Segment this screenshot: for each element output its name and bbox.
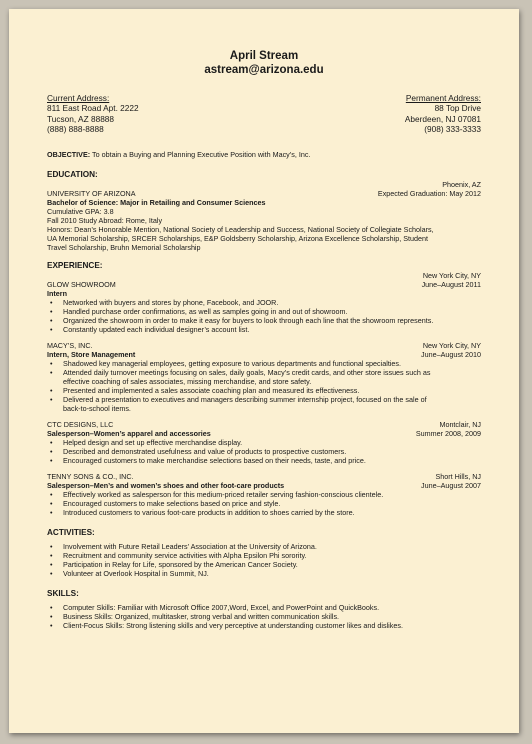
current-address: [47, 93, 139, 135]
job-bullet-line: • Organized the showroom in order to make it easy for buyers to look through each line that the showroom represents.: [63, 315, 434, 325]
job-dates: June–August 2011: [421, 279, 481, 289]
activity-item: • Volunteer at Overlook Hospital in Summit, NJ.: [63, 569, 481, 578]
activities-heading: ACTIVITIES:: [47, 527, 95, 537]
job-company-row: [47, 280, 481, 289]
job-bullets: [47, 490, 481, 517]
activity-item: • Involvement with Future Retail Leaders’ Association at the University of Arizona.: [63, 542, 481, 551]
job-bullet: [63, 359, 481, 368]
job-bullet-line: • Encouraged customers to make selections based on price and style.: [63, 498, 281, 508]
job-bullet: [63, 316, 481, 325]
job-bullet-line: • Encouraged customers to make merchandise selections based on their needs, taste, and price.: [63, 455, 366, 465]
education-school: UNIVERSITY OF ARIZONA: [47, 188, 136, 198]
education-location-row: [47, 180, 481, 189]
activities-list: [47, 542, 481, 578]
address-row: [47, 93, 481, 135]
job-dates: June–August 2007: [421, 480, 481, 490]
job-bullet-line: • Effectively worked as salesperson for this medium-priced retailer serving fashion-conscious clientele.: [63, 489, 384, 499]
education-graduation: Expected Graduation: May 2012: [377, 188, 481, 198]
job-bullet: [63, 456, 481, 465]
job-bullet: [63, 438, 481, 447]
activity-item: • Recruitment and community service activities with Alpha Epsilon Phi sorority.: [63, 551, 481, 560]
job-company: CTC DESIGNS, LLC: [47, 419, 114, 429]
education-section: [47, 180, 481, 252]
applicant-email: astream@arizona.edu: [204, 64, 324, 76]
job-entry: [47, 271, 481, 334]
job-bullet: [63, 325, 481, 334]
job-entry: [47, 472, 481, 517]
education-location: Phoenix, AZ: [442, 179, 481, 189]
permanent-address-city: Aberdeen, NJ 07081: [404, 113, 481, 124]
job-company-row: [47, 472, 481, 481]
job-bullet: [63, 368, 481, 386]
job-bullet-line: • Described and demonstrated usefulness and value of products to prospective customers.: [63, 446, 347, 456]
current-address-label: Current Address:: [47, 93, 110, 103]
job-bullet-line: • Presented and implemented a sales associate coaching plan and measured its effectiveness.: [63, 385, 360, 395]
job-title-row: [47, 350, 481, 359]
job-location: New York City, NY: [422, 270, 481, 280]
job-bullet-line: back-to-school items.: [63, 403, 131, 413]
permanent-address: [405, 93, 481, 135]
experience-list: [47, 271, 481, 517]
job-bullet-line: • Constantly updated each individual designer’s account list.: [63, 324, 250, 334]
resume-header: [47, 49, 481, 77]
job-bullet: [63, 395, 481, 413]
current-address-street: 811 East Road Apt. 2222: [47, 103, 139, 114]
job-bullets: [47, 298, 481, 334]
current-address-phone: (888) 888-8888: [47, 124, 104, 135]
education-school-row: [47, 189, 481, 198]
applicant-name: April Stream: [229, 50, 299, 62]
job-bullet: [63, 508, 481, 517]
activity-item: • Participation in Relay for Life, sponsored by the American Cancer Society.: [63, 560, 481, 569]
permanent-address-street: 88 Top Drive: [434, 103, 481, 114]
job-location: Montclair, NJ: [439, 419, 481, 429]
job-bullets: [47, 438, 481, 465]
resume-content: [47, 49, 481, 630]
job-bullet-line: • Attended daily turnover meetings focusing on sales, daily goals, Macy’s credit cards, and other store issues such as: [63, 367, 431, 377]
job-title: Salesperson–Men’s and women’s shoes and other foot-care products: [47, 480, 285, 490]
experience-heading: EXPERIENCE:: [47, 260, 103, 270]
objective-text: To obtain a Buying and Planning Executive Position with Macy’s, Inc.: [90, 149, 311, 159]
job-bullet: [63, 298, 481, 307]
skills-list: [47, 603, 481, 630]
skill-item: • Computer Skills: Familiar with Microsoft Office 2007,Word, Excel, and PowerPoint and QuickBooks.: [63, 603, 481, 612]
permanent-address-label: Permanent Address:: [405, 93, 481, 103]
education-abroad: Fall 2010 Study Abroad: Rome, Italy: [47, 215, 163, 225]
job-bullets: [47, 359, 481, 413]
job-location: Short Hills, NJ: [435, 471, 481, 481]
job-dates: Summer 2008, 2009: [415, 428, 481, 438]
job-bullet: [63, 386, 481, 395]
job-bullet-line: • Handled purchase order confirmations, as well as samples going in and out of showroom.: [63, 306, 348, 316]
job-location-row: [47, 271, 481, 280]
job-company-row: [47, 420, 481, 429]
skills-heading: SKILLS:: [47, 588, 79, 598]
job-bullet-line: effective coaching of sales associates, missing merchandise, and store safety.: [63, 376, 312, 386]
job-entry: [47, 420, 481, 465]
job-entry: [47, 341, 481, 413]
education-degree: Bachelor of Science: Major in Retailing and Consumer Sciences: [47, 197, 266, 207]
job-location: New York City, NY: [422, 340, 481, 350]
education-honors-line: Travel Scholarship, Bruhn Memorial Scholarship: [47, 242, 201, 252]
education-honors-line: Honors: Dean’s Honorable Mention, National Society of Leadership and Success, National Society of Collegiate Scholars,: [47, 224, 434, 234]
job-bullet-line: • Helped design and set up effective merchandise display.: [63, 437, 243, 447]
objective-label: OBJECTIVE:: [47, 149, 91, 159]
current-address-city: Tucson, AZ 88888: [47, 113, 115, 124]
job-bullet: [63, 490, 481, 499]
objective-section: [47, 150, 481, 159]
job-bullet: [63, 499, 481, 508]
job-company: MACY’S, INC.: [47, 340, 93, 350]
job-title-row: [47, 429, 481, 438]
job-bullet-line: • Shadowed key managerial employees, getting exposure to various departments and functional specialties.: [63, 358, 402, 368]
job-bullet-line: • Networked with buyers and stores by phone, Facebook, and JOOR.: [63, 297, 279, 307]
job-title: Salesperson–Women’s apparel and accessories: [47, 428, 211, 438]
skill-item: • Client-Focus Skills: Strong listening skills and very perceptive at understanding customer likes and dislikes.: [63, 621, 481, 630]
permanent-address-phone: (908) 333-3333: [424, 124, 481, 135]
job-bullet-line: • Introduced customers to various foot-care products in addition to shoes carried by the store.: [63, 507, 355, 517]
education-honors-line: UA Memorial Scholarship, SRCER Scholarships, E&P Goldsberry Scholarship, Arizona Excellence Scholarship, Student: [47, 233, 428, 243]
education-gpa: Cumulative GPA: 3.8: [47, 206, 114, 216]
job-company-row: [47, 341, 481, 350]
job-bullet: [63, 447, 481, 456]
job-company: TENNY SONS & CO., INC.: [47, 471, 134, 481]
job-company: GLOW SHOWROOM: [47, 279, 116, 289]
skill-item: • Business Skills: Organized, multitasker, strong verbal and written communication skills.: [63, 612, 481, 621]
job-title: Intern, Store Management: [47, 349, 136, 359]
education-heading: EDUCATION:: [47, 169, 98, 179]
job-bullet: [63, 307, 481, 316]
job-bullet-line: • Delivered a presentation to executives and managers describing summer internship project, focused on the sale of: [63, 394, 427, 404]
job-title: Intern: [47, 288, 67, 298]
resume-page: [9, 9, 519, 733]
job-title-row: [47, 481, 481, 490]
job-dates: June–August 2010: [421, 349, 481, 359]
